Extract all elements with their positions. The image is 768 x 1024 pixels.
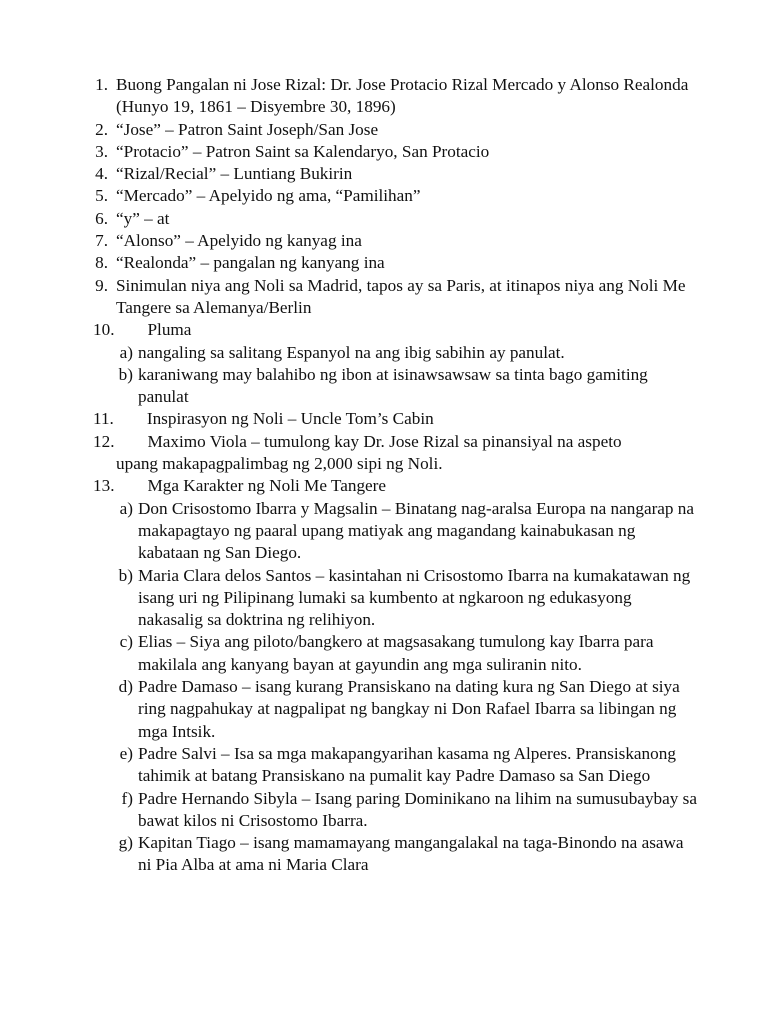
list-item: [0, 230, 768, 252]
item-text: “Mercado” – Apelyido ng ama, “Pamilihan”: [116, 186, 421, 206]
sub-item: [0, 832, 768, 877]
item-number: 11.: [93, 409, 114, 429]
item-text: “Realonda” – pangalan ng kanyang ina: [116, 253, 385, 273]
sub-item-text: Padre Salvi – Isa sa mga makapangyarihan kasama ng Alperes. Pransiskanong tahimik at batang Pransiskano na pumalit kay Padre Damaso sa San Diego: [138, 743, 676, 786]
list-item: [0, 319, 768, 341]
sub-item-text: Kapitan Tiago – isang mamamayang mangangalakal na taga-Binondo na asawa ni Pia Alba at ama ni Maria Clara: [138, 833, 684, 875]
sub-item-text: nangaling sa salitang Espanyol na ang ibig sabihin ay panulat.: [138, 342, 565, 362]
item-text: Sinimulan niya ang Noli sa Madrid, tapos ay sa Paris, at itinapos niya ang Noli Me Tangere sa Alemanya/Berlin: [116, 275, 686, 317]
item-number: 5.: [95, 186, 108, 206]
item-text: “Rizal/Recial” – Luntiang Bukirin: [116, 164, 353, 184]
item-number: 9.: [95, 275, 108, 295]
list-item: [0, 408, 768, 430]
document-body: [0, 74, 768, 877]
sub-item: [0, 364, 768, 409]
item-number: 7.: [95, 231, 108, 251]
item-text: Pluma: [147, 320, 192, 340]
item-number: 2.: [95, 119, 108, 139]
item-number: 3.: [95, 141, 108, 161]
sub-item-label: d): [118, 677, 133, 697]
item-text: “Jose” – Patron Saint Joseph/San Jose: [116, 119, 379, 139]
item-text: “Protacio” – Patron Saint sa Kalendaryo, San Protacio: [116, 141, 490, 161]
item-number: 1.: [95, 75, 108, 94]
item-text: Mga Karakter ng Noli Me Tangere: [147, 476, 387, 496]
list-item: [0, 208, 768, 230]
item-number: 6.: [95, 208, 108, 228]
item-text: Buong Pangalan ni Jose Rizal: Dr. Jose Protacio Rizal Mercado y Alonso Realonda (Hunyo 19, 1861 – Disyembre 30, 1896): [116, 75, 689, 117]
item-text: “Alonso” – Apelyido ng kanyag ina: [116, 231, 362, 251]
item-text: “y” – at: [116, 208, 170, 228]
item-text: Maximo Viola – tumulong kay Dr. Jose Rizal sa pinansiyal na aspeto: [147, 431, 622, 451]
sub-item-label: a): [119, 498, 133, 518]
list-item: [0, 275, 768, 320]
sub-item-label: a): [119, 342, 133, 362]
sub-item-label: f): [121, 788, 133, 808]
sub-item: [0, 565, 768, 632]
list-item: [0, 74, 768, 119]
sub-item: [0, 631, 768, 676]
list-item: [0, 119, 768, 141]
sub-item-label: g): [118, 833, 133, 853]
sub-item-label: b): [118, 565, 133, 585]
item-number: 4.: [95, 164, 108, 184]
sub-item: [0, 676, 768, 743]
sub-item-label: b): [118, 364, 133, 384]
list-item: [0, 163, 768, 185]
item-number: 13.: [93, 476, 115, 496]
sub-item-text: Padre Damaso – isang kurang Pransiskano na dating kura ng San Diego at siya ring nagpahukay at nagpalipat ng bangkay ni Don Rafael Ibarra sa libingan ng mga Intsik.: [138, 677, 680, 741]
list-item: [0, 252, 768, 274]
list-item: [0, 431, 768, 453]
item-continuation: upang makapagpalimbag ng 2,000 sipi ng Noli.: [116, 454, 443, 474]
sub-item-text: karaniwang may balahibo ng ibon at isinawsawsaw sa tinta bago gamiting panulat: [138, 364, 648, 407]
sub-item-text: Don Crisostomo Ibarra y Magsalin – Binatang nag-aralsa Europa na nangarap na makapagtayo ng paaral upang matiyak ang magandang kainabukasan ng kabataan ng San Diego.: [138, 498, 695, 563]
sub-item-text: Padre Hernando Sibyla – Isang paring Dominikano na lihim na sumusubaybay sa bawat kilos ni Crisostomo Ibarra.: [138, 788, 697, 830]
item-number: 12.: [93, 431, 115, 451]
sub-item: [0, 743, 768, 788]
sub-item-text: Elias – Siya ang piloto/bangkero at magsasakang tumulong kay Ibarra para makilala ang kanyang bayan at gayundin ang mga suliranin nito.: [138, 632, 654, 674]
sub-item-label: e): [119, 743, 133, 763]
sub-item-label: c): [119, 632, 133, 652]
sub-item: [0, 788, 768, 833]
list-item: [0, 141, 768, 163]
list-item: [0, 185, 768, 207]
sub-item: [0, 498, 768, 565]
list-item: [0, 475, 768, 497]
item-number: 8.: [95, 253, 108, 273]
item-text: Inspirasyon ng Noli – Uncle Tom’s Cabin: [146, 409, 434, 429]
item-number: 10.: [93, 320, 115, 340]
sub-item-text: Maria Clara delos Santos – kasintahan ni Crisostomo Ibarra na kumakatawan ng isang uri ng Pilipinang lumaki sa kumbento at ngkaroon ng edukasyong nakasalig sa doktrina ng relihiyon.: [138, 565, 691, 630]
sub-item: [0, 342, 768, 364]
